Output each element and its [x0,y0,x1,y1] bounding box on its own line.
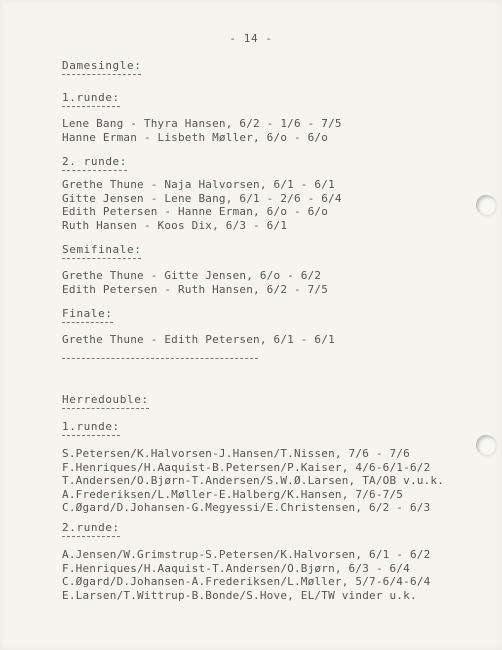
damesingle-section [62,54,452,73]
match-line: A.Jensen/W.Grimstrup-S.Petersen/K.Halvorsen, 6/1 - 6/2 [62,548,431,561]
match-line: C.Øgard/D.Johansen-G.Megyessi/E.Christensen, 6/2 - 6/3 [62,501,431,514]
match-line: Grethe Thune - Edith Petersen, 6/1 - 6/1 [62,333,335,346]
damesingle-title: Damesingle: [62,59,142,72]
match-line: Ruth Hansen - Koos Dix, 6/3 - 6/1 [62,218,288,232]
punch-hole [476,435,496,455]
herredouble-section [62,388,452,407]
match-line: F.Henriques/H.Aaquist-T.Andersen/O.Bjørn, 6/3 - 6/4 [62,561,410,575]
damesingle-final-heading: Finale: [62,307,113,320]
match-line: Edith Petersen - Ruth Hansen, 6/2 - 7/5 [62,282,329,296]
match-line: Edith Petersen - Hanne Erman, 6/o - 6/o [62,205,329,218]
match-line: Grethe Thune - Naja Halvorsen, 6/1 - 6/1 [62,178,335,191]
herredouble-round2 [62,516,452,602]
herredouble-round2-heading: 2.runde: [62,521,120,534]
damesingle-round2 [62,150,452,232]
match-line: Gitte Jensen - Lene Bang, 6/1 - 2/6 - 6/4 [62,191,342,205]
page-number: - 14 - [229,32,273,45]
punch-hole [476,195,496,215]
match-line: S.Petersen/K.Halvorsen-J.Hansen/T.Nissen, 7/6 - 7/6 [62,447,410,460]
damesingle-semifinal [62,238,452,296]
herredouble-round1-heading: 1.runde: [62,420,120,433]
match-line: Lene Bang - Thyra Hansen, 6/2 - 1/6 - 7/5 [62,117,342,130]
match-line: Grethe Thune - Gitte Jensen, 6/o - 6/2 [62,269,322,282]
herredouble-round1 [62,415,452,515]
section-divider [62,358,258,359]
herredouble-title: Herredouble: [62,393,149,406]
match-line: E.Larsen/T.Wittrup-B.Bonde/S.Hove, EL/TW vinder u.k. [62,588,417,602]
damesingle-round1-heading: 1.runde: [62,91,120,104]
match-line: Hanne Erman - Lisbeth Møller, 6/o - 6/o [62,130,329,144]
match-line: C.Øgard/D.Johansen-A.Frederiksen/L.Møller, 5/7-6/4-6/4 [62,575,431,588]
damesingle-semifinal-heading: Semifinale: [62,243,142,256]
match-line: A.Frederiksen/L.Møller-E.Halberg/K.Hansen, 7/6-7/5 [62,487,404,501]
match-line: T.Andersen/O.Bjørn-T.Andersen/S.W.Ø.Larsen, TA/OB v.u.k. [62,474,445,487]
damesingle-round1 [62,86,452,144]
match-line: F.Henriques/H.Aaquist-B.Petersen/P.Kaiser, 4/6-6/1-6/2 [62,460,431,474]
damesingle-final [62,302,452,347]
damesingle-round2-heading: 2. runde: [62,155,128,168]
